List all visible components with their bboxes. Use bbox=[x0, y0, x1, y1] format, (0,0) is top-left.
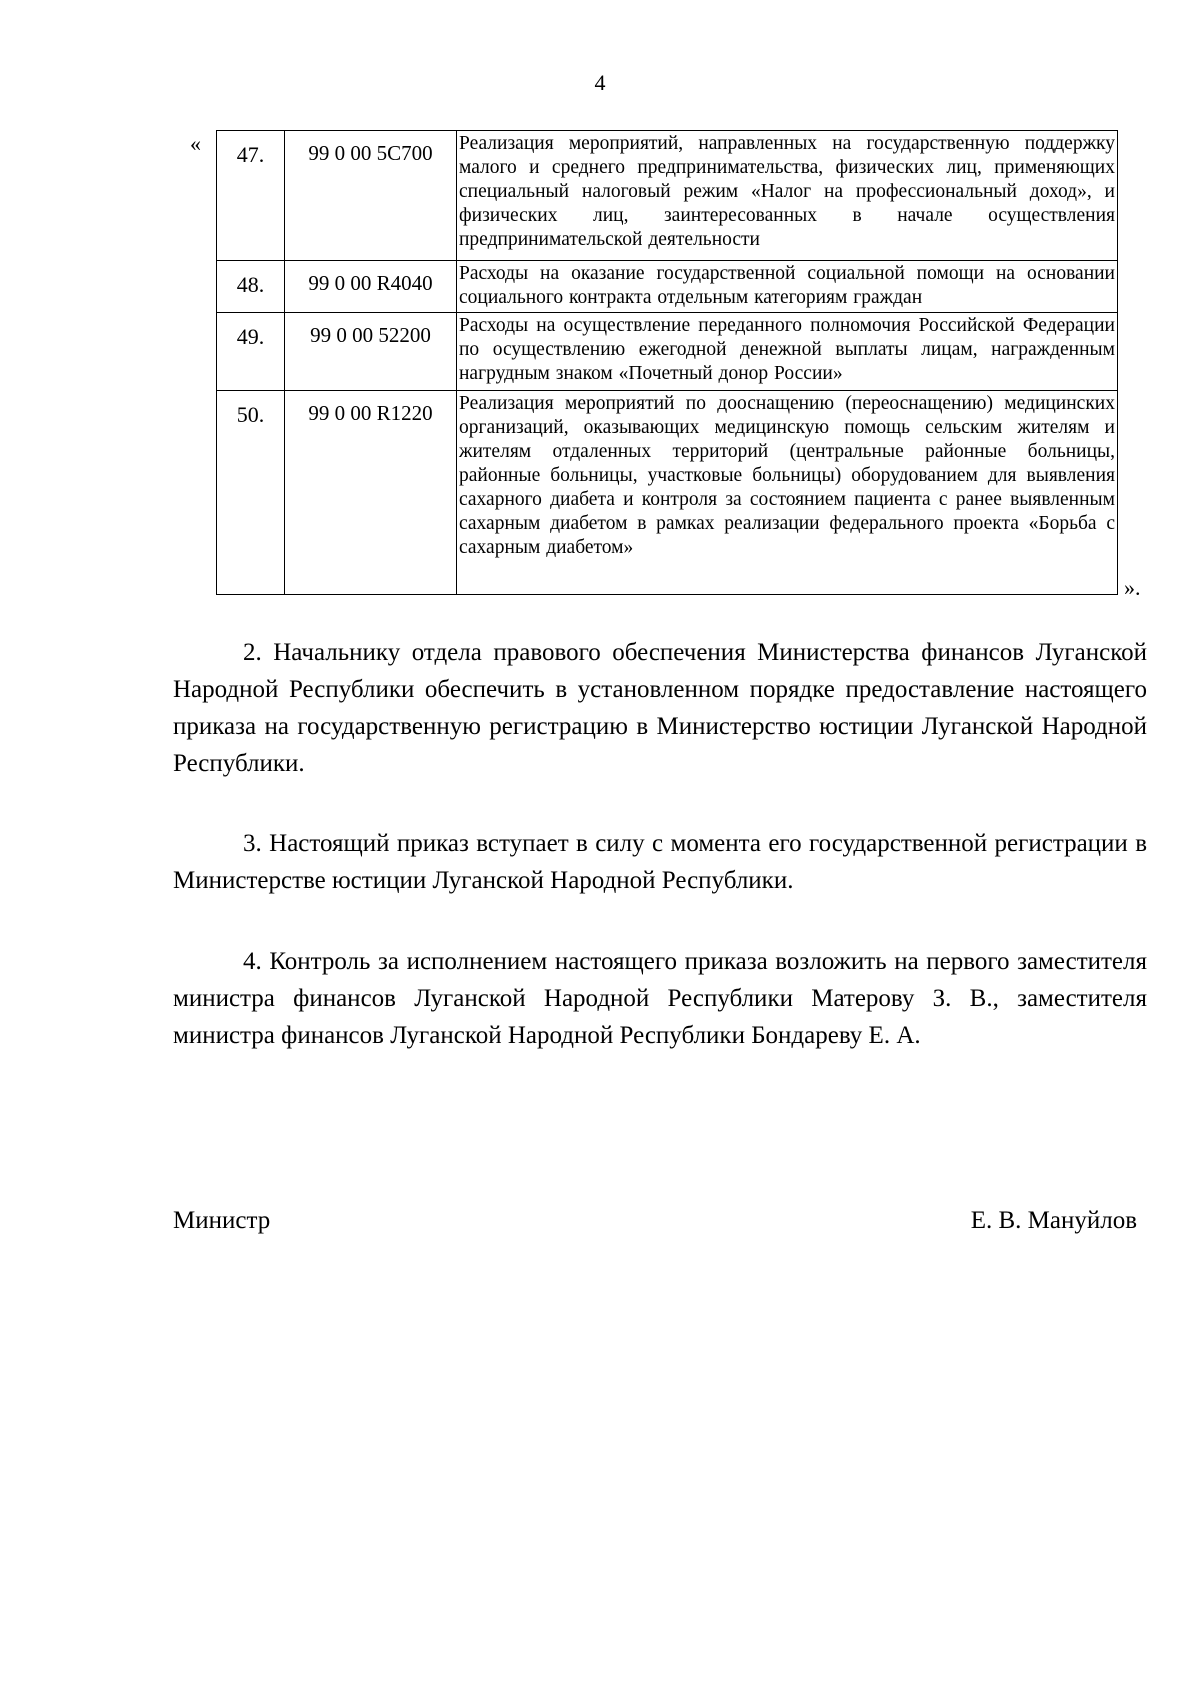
row-code: 99 0 00 52200 bbox=[285, 313, 457, 391]
signature-block bbox=[173, 1206, 1137, 1236]
signatory-position: Министр bbox=[173, 1207, 271, 1234]
row-code: 99 0 00 R4040 bbox=[285, 261, 457, 313]
row-number: 48. bbox=[217, 261, 285, 313]
table-closing-quote: ». bbox=[1124, 575, 1141, 600]
paragraph-2: 2. Начальнику отдела правового обеспечения Министерства финансов Луганской Народной Республики обеспечить в установленном порядке предоставление настоящего приказа на государственную регистрацию в Министерство юстиции Луганской Народной Республики. bbox=[173, 639, 1147, 777]
signatory-name: Е. В. Мануйлов bbox=[970, 1207, 1137, 1234]
row-number: 47. bbox=[217, 131, 285, 261]
row-description: Реализация мероприятий по дооснащению (переоснащению) медицинских организаций, оказывающих медицинскую помощь сельским жителям и жителям отдаленных территорий (центральные районные больницы, районные больницы, участковые больницы) оборудованием для выявления сахарного диабета и контроля за состоянием пациента с ранее выявленным сахарным диабетом в рамках реализации федерального проекта «Борьба с сахарным диабетом» bbox=[457, 391, 1118, 595]
table-opening-quote: « bbox=[190, 131, 201, 156]
row-description: Расходы на оказание государственной социальной помощи на основании социального контракта отдельным категориям граждан bbox=[457, 261, 1118, 313]
table-row bbox=[217, 261, 1118, 313]
row-number: 49. bbox=[217, 313, 285, 391]
row-description: Расходы на осуществление переданного полномочия Российской Федерации по осуществлению ежегодной денежной выплаты лицам, награжденным нагрудным знаком «Почетный донор России» bbox=[457, 313, 1118, 391]
row-code: 99 0 00 R1220 bbox=[285, 391, 457, 595]
table-row bbox=[217, 391, 1118, 595]
paragraph-3: 3. Настоящий приказ вступает в силу с момента его государственной регистрации в Министерстве юстиции Луганской Народной Республики. bbox=[173, 830, 1147, 894]
paragraph-4: 4. Контроль за исполнением настоящего приказа возложить на первого заместителя министра финансов Луганской Народной Республики Матерову З. В., заместителя министра финансов Луганской Народной Республики Бондареву Е. А. bbox=[173, 948, 1147, 1049]
row-description: Реализация мероприятий, направленных на государственную поддержку малого и среднего предпринимательства, физических лиц, применяющих специальный налоговый режим «Налог на профессиональный доход», и физических лиц, заинтересованных в начале осуществления предпринимательской деятельности bbox=[457, 131, 1118, 261]
page-number: 4 bbox=[594, 70, 606, 95]
table-row bbox=[217, 131, 1118, 261]
row-number: 50. bbox=[217, 391, 285, 595]
table-row bbox=[217, 313, 1118, 391]
row-code: 99 0 00 5С700 bbox=[285, 131, 457, 261]
budget-codes-table bbox=[216, 130, 1118, 595]
